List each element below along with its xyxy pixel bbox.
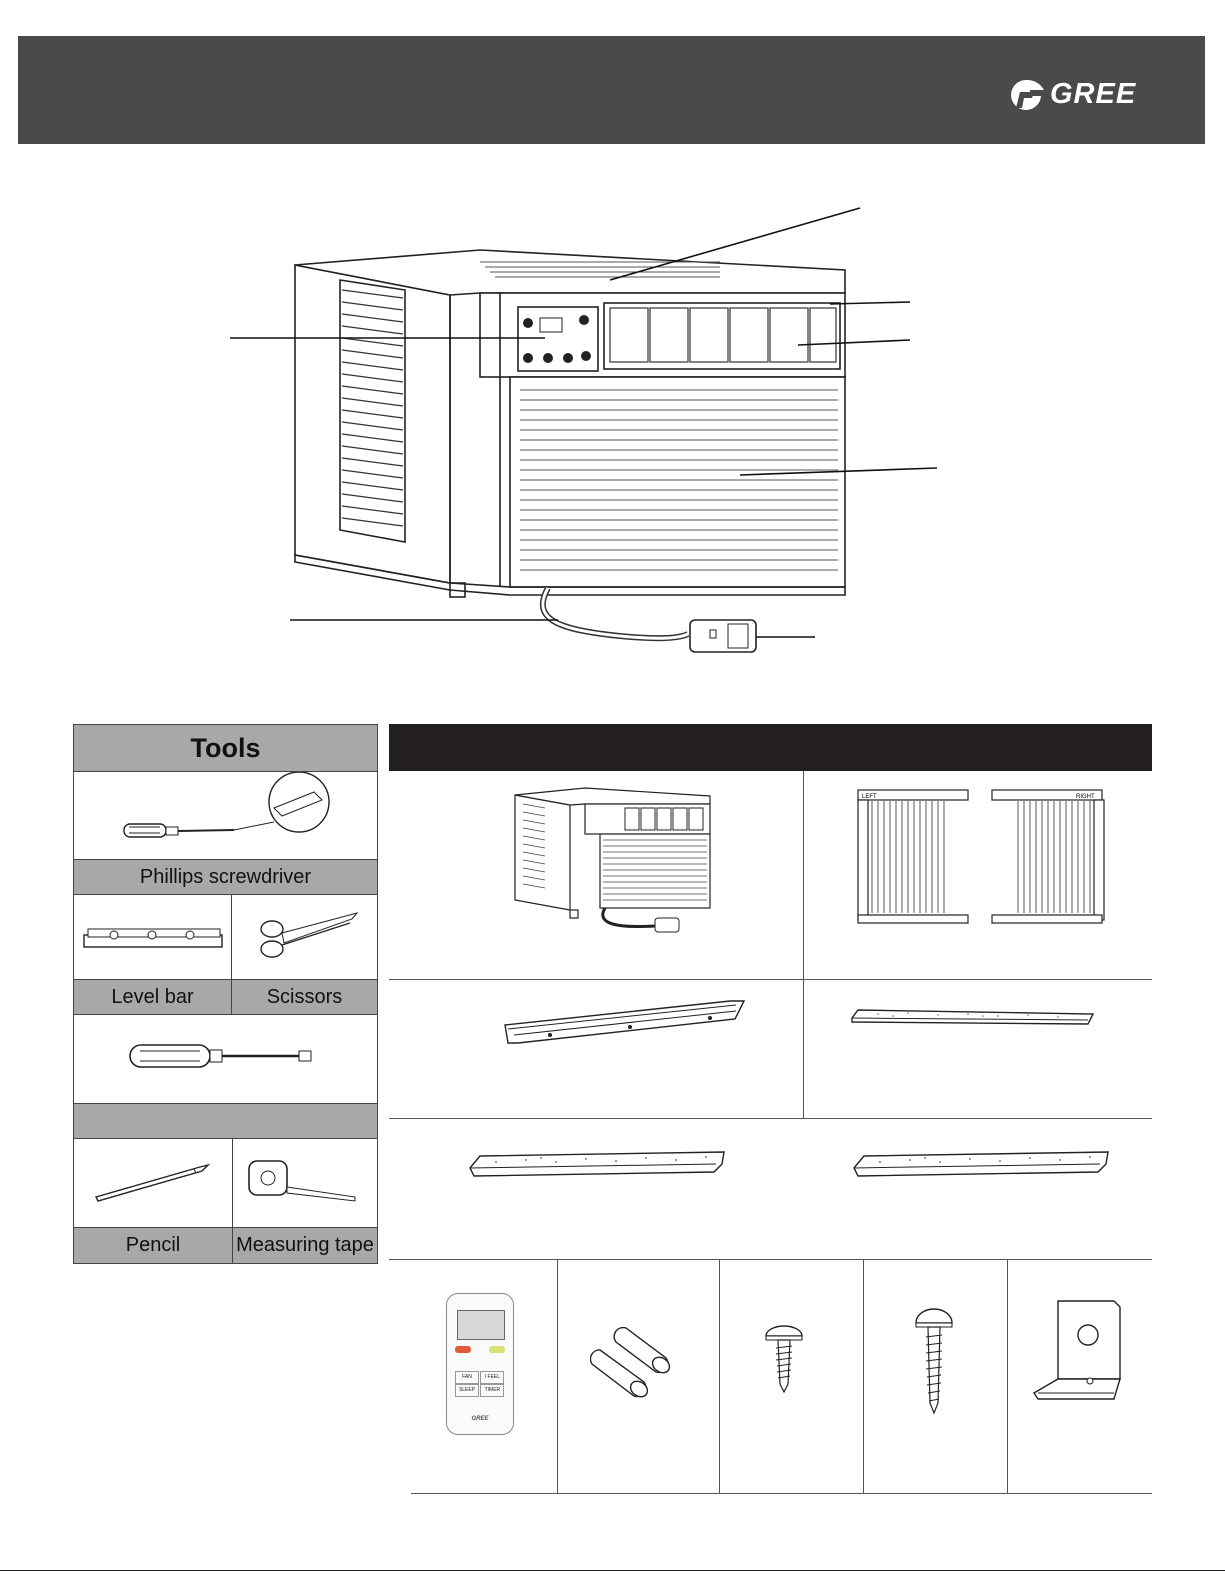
level-bar-label — [73, 979, 232, 1015]
tool-label: Scissors — [266, 985, 343, 1008]
parts-divider — [389, 1259, 1152, 1260]
remote-brand: GREE — [471, 1416, 489, 1422]
phillips-screwdriver-icon — [74, 772, 377, 859]
pencil-icon — [74, 1139, 232, 1227]
tool-label: Pencil — [125, 1234, 181, 1256]
parts-divider — [719, 1259, 720, 1493]
remote-control-icon — [446, 1293, 514, 1435]
remote-power-button — [455, 1346, 471, 1353]
foam-strip-icon — [848, 1000, 1098, 1040]
left-panel-text: LEFT — [862, 794, 877, 800]
pencil-cell — [73, 1138, 233, 1228]
parts-divider — [389, 979, 1152, 980]
tool-label: Level bar — [111, 985, 194, 1008]
tools-title-text: Tools — [190, 732, 261, 763]
window-air-conditioner-illustration — [0, 190, 1225, 710]
l-bracket-icon — [1030, 1295, 1130, 1410]
parts-header-bar — [389, 724, 1152, 771]
remote-button-timer: TIMER — [480, 1384, 504, 1397]
pencil-label — [73, 1227, 233, 1264]
remote-button-ifeel: I FEEL — [480, 1371, 504, 1384]
gree-logo-icon — [1006, 76, 1050, 112]
tools-title — [73, 724, 378, 772]
phillips-screwdriver-label — [73, 859, 378, 895]
scissors-icon — [232, 895, 377, 979]
short-screw-icon — [760, 1320, 810, 1400]
foam-seal-long-icon — [850, 1140, 1115, 1190]
foam-seal-long-icon — [466, 1140, 731, 1190]
remote-button-fan: FAN — [455, 1371, 479, 1384]
parts-divider — [389, 1118, 1152, 1119]
gree-logo — [1006, 76, 1156, 112]
parts-divider — [411, 1493, 1152, 1494]
remote-button-sleep: SLEEP — [455, 1384, 479, 1397]
right-panel-text: RIGHT — [1076, 794, 1095, 800]
long-screw-icon — [910, 1305, 960, 1420]
flathead-screwdriver-cell — [73, 1014, 378, 1104]
level-bar-cell — [73, 894, 232, 980]
parts-divider — [1007, 1259, 1008, 1493]
level-bar-icon — [74, 895, 231, 979]
tool-label: Phillips screwdriver — [139, 865, 312, 888]
measuring-tape-icon — [233, 1139, 377, 1227]
accordion-side-panels-icon — [850, 785, 1115, 935]
parts-divider — [863, 1259, 864, 1493]
remote-display — [457, 1310, 505, 1340]
flathead-screwdriver-label — [73, 1103, 378, 1139]
measuring-tape-label — [232, 1227, 378, 1264]
flathead-screwdriver-icon — [74, 1015, 377, 1103]
scissors-label — [231, 979, 378, 1015]
air-conditioner-unit-icon — [505, 780, 720, 950]
parts-divider — [557, 1259, 558, 1493]
top-rail-icon — [500, 995, 750, 1055]
tool-label: Measuring tape — [236, 1234, 374, 1256]
scissors-cell — [231, 894, 378, 980]
remote-mode-button — [489, 1346, 505, 1353]
brand-name: GREE — [1050, 78, 1137, 110]
page-bottom-rule — [0, 1570, 1225, 1571]
measuring-tape-cell — [232, 1138, 378, 1228]
batteries-icon — [590, 1310, 700, 1410]
phillips-screwdriver-cell — [73, 771, 378, 860]
parts-divider — [803, 771, 804, 1119]
